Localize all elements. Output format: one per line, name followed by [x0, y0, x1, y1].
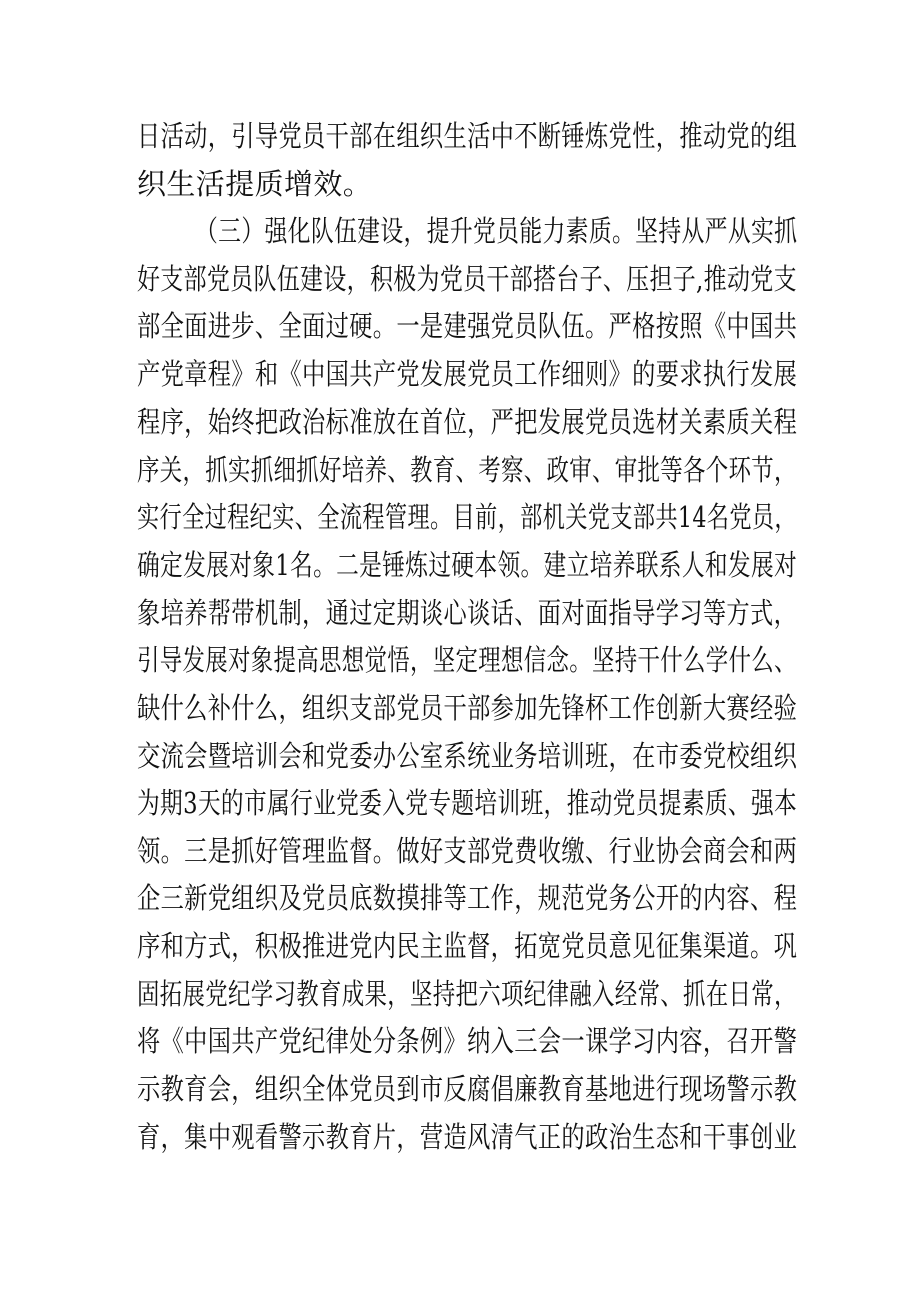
paragraph-line: 好支部党员队伍建设，积极为党员干部搭台子、压担子,推动党支 [137, 262, 797, 296]
paragraph-line: 序和方式，积极推进党内民主监督，拓宽党员意见征集渠道。巩 [137, 929, 798, 963]
paragraph-line: 引导发展对象提高思想觉悟，坚定理想信念。坚持干什么学什么、 [137, 643, 797, 677]
paragraph-line: 交流会暨培训会和党委办公室系统业务培训班，在市委党校组织 [137, 739, 798, 773]
paragraph-line: 企三新党组织及党员底数摸排等工作，规范党务公开的内容、程 [137, 881, 798, 915]
paragraph-line: 实行全过程纪实、全流程管理。目前，部机关党支部共14名党员， [137, 500, 797, 534]
paragraph-line: 为期3天的市属行业党委入党专题培训班，推动党员提素质、强本 [137, 786, 798, 820]
paragraph-line: 日活动，引导党员干部在组织生活中不断锤炼党性，推动党的组 [137, 119, 798, 153]
paragraph-line: 部全面进步、全面过硬。一是建强党员队伍。严格按照《中国共 [137, 309, 798, 343]
paragraph-line: 固拓展党纪学习教育成果，坚持把六项纪律融入经常、抓在日常， [137, 977, 797, 1011]
paragraph-line: 织生活提质增效。 [137, 167, 373, 201]
paragraph-line: 育，集中观看警示教育片，营造风清气正的政治生态和干事创业 [137, 1120, 798, 1154]
paragraph-line: 序关，抓实抓细抓好培养、教育、考察、政审、审批等各个环节， [137, 453, 797, 487]
paragraph-line: 象培养帮带机制，通过定期谈心谈话、面对面指导学习等方式， [137, 596, 798, 630]
paragraph-line: 产党章程》和《中国共产党发展党员工作细则》的要求执行发展 [137, 357, 798, 391]
paragraph-line: 示教育会，组织全体党员到市反腐倡廉教育基地进行现场警示教 [137, 1072, 798, 1106]
paragraph-line: 将《中国共产党纪律处分条例》纳入三会一课学习内容，召开警 [137, 1024, 798, 1058]
section-heading-line: （三）强化队伍建设，提升党员能力素质。坚持从严从实抓 [195, 214, 798, 248]
paragraph-line: 确定发展对象1名。二是锤炼过硬本领。建立培养联系人和发展对 [137, 548, 798, 582]
paragraph-line: 领。三是抓好管理监督。做好支部党费收缴、行业协会商会和两 [137, 834, 798, 868]
paragraph-line: 缺什么补什么，组织支部党员干部参加先锋杯工作创新大赛经验 [137, 691, 798, 725]
paragraph-line: 程序，始终把政治标准放在首位，严把发展党员选材关素质关程 [137, 405, 798, 439]
